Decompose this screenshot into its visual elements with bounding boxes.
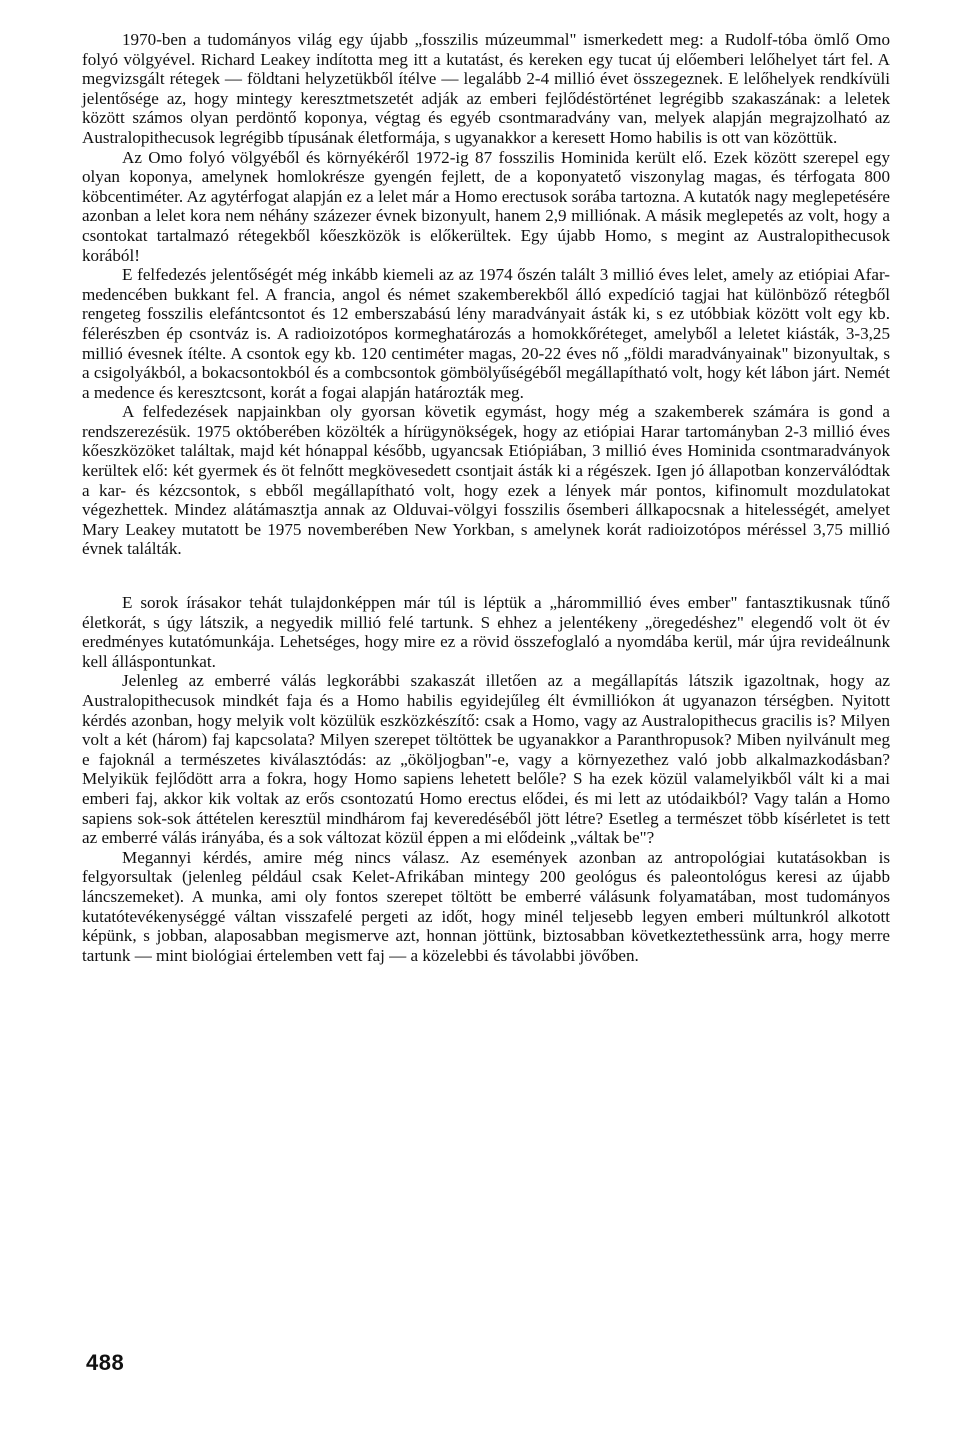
page-number: 488 (86, 1350, 125, 1375)
paragraph-omo-fossils: Az Omo folyó völgyéből és környékéről 1972-ig 87 fosszilis Hominida került elő. Ezek között szerepel egy olyan koponya, amelynek homlokrésze gyengén fejlett, de a koponyatető viszonylag magas, és térfogata 800 köbcentiméter. Az agytérfogat alapján ez a lelet már a Homo erectusok sorába tartozna. A kutatók nagy meglepetésére azonban a lelet kora nem néhány százezer évnek bizonyult, hanem 2,9 milliónak. A másik meglepetés az volt, hogy a csontokat tartalmazó rétegekből kőeszközök is előkerültek. Egy újabb Homo, s megint az Australopithecusok korából! (82, 147, 890, 265)
paragraph-afar-find: E felfedezés jelentőségét még inkább kiemeli az az 1974 őszén talált 3 millió éves lelet, amely az etiópiai Afar-medencében bukkant fel. A francia, angol és német szakemberekből álló expedíció tagjai hat különböző rétegből rengeteg fosszilis elefántcsontot és 12 emberszabású lény maradványait ásták ki, s ez utóbbiak között volt egy kb. félerészben ép csontváz is. A radioizotópos kormeghatározás a homokkőréteget, amelyből a leletet kiásták, 3-3,25 millió évesnek ítélte. A csontok egy kb. 120 centiméter magas, 20-22 éves nő „földi maradványainak" bizonyultak, s a csigolyákból, a bokacsontokból és a combcsontok gömbölyűségéből megállapítható volt, hogy két lábon járt. Nemét a medence és keresztcsont, korát a fogai alapján határozták meg. (82, 265, 890, 402)
paragraph-recent-discoveries: A felfedezések napjainkban oly gyorsan követik egymást, hogy még a szakemberek számára is gond a rendszerezésük. 1975 októberében közölték a hírügynökségek, hogy az etiópiai Harar tartományban 2-3 millió éves kőeszközöket találtak, majd két hónappal később, ugyancsak Etiópiában, 3 millió éves Hominida csontmaradványok kerültek elő: két gyermek és öt felnőtt megkövesedett csontjait ásták ki a régészek. Igen jó állapotban konzerválódtak a kar- és kézcsontok, s ebből megállapítható volt, hogy ezek a lények már pontos, kifinomult mozdulatokat végezhettek. Mindez alátámasztja annak az Olduvai-völgyi fosszilis ősemberi állkapocsnak a hitelességét, amelyet Mary Leakey mutatott be 1975 novemberében New Yorkban, s amelynek korát radioizotópos méréssel 3,75 millió évnek találták. (82, 402, 890, 559)
paragraph-three-million-years: E sorok írásakor tehát tulajdonképpen már túl is léptük a „hárommillió éves ember" fantasztikusnak tűnő életkorát, s úgy látszik, a negyedik millió felé tartunk. S ehhez a jelentékeny „öregedéshez" elegendő volt öt év eredményes kutatómunkája. Lehetséges, hogy mire ez a rövid összefoglaló a nyomdába kerül, már újra revideálnunk kell álláspontunkat. (82, 593, 890, 671)
paragraph-conclusion: Megannyi kérdés, amire még nincs válasz. Az események azonban az antropológiai kutatásokban is felgyorsultak (jelenleg például csak Kelet-Afrikában mintegy 200 geológus és paleontológus keresi az újabb láncszemeket). A munka, ami oly fontos szerepet töltött be emberré válásunk folyamatában, most tudományos kutatótevékenységgé váltan visszafelé pergeti az időt, hogy minél teljesebb legyen emberi múltunkról alkotott képünk, s jobban, alaposabban megismerve azt, honnan jöttünk, biztosabban következtethessünk arra, hogy merre tartunk — mint biológiai értelemben vett faj — a közelebbi és távolabbi jövőben. (82, 847, 890, 965)
section-gap (82, 559, 890, 593)
paragraph-omo-valley: 1970-ben a tudományos világ egy újabb „fosszilis múzeummal" ismerkedett meg: a Rudolf-tóba ömlő Omo folyó völgyével. Richard Leakey indította meg itt a kutatást, és kereken egy tucat új előemberi lelőhelyet tárt fel. A megvizsgált rétegek — földtani helyzetükből ítélve — legalább 2-4 millió évet összegeznek. E lelőhelyek rendkívüli jelentősége az, hogy mintegy keresztmetszetét adják az emberi fejlődéstörténet legrégibb szakaszának: a leletek között számos olyan perdöntő koponya, végtag és egyéb csontmaradvány van, melyek alapján megrajzolható az Australopithecusok legrégibb típusának életformája, s ugyanakkor a keresett Homo habilis is ott van közöttük. (82, 30, 890, 147)
paragraph-open-questions: Jelenleg az emberré válás legkorábbi szakaszát illetően az a megállapítás látszik igazoltnak, hogy az Australopithecusok mindkét faja és a Homo habilis egyidejűleg élt évmilliókon át ugyanazon térségben. Nyitott kérdés azonban, hogy melyik volt közülük eszközkészítő: csak a Homo, vagy az Australopithecus gracilis is? Milyen volt a két (három) faj kapcsolata? Milyen szerepet töltöttek be ugyanakkor a Paranthropusok? Miben nyilvánult meg e fajoknál a természetes kiválasztódás: az „ököljogban"-e, vagy a környezethez való jobb alkalmazkodásban? Melyikük fejlődött arra a fokra, hogy Homo sapiens lehetett belőle? S ha ezek közül valamelyikből vált ki a mai emberi faj, akkor kik voltak az erős csontozatú Homo erectus elődei, és mi lett az utódaikból? Vagy talán a Homo sapiens sok-sok áttételen keresztül mindhárom faj keveredéséből jött létre? Esetleg a természet több kísérletet is tett az emberré válás irányába, és a sok változat közül éppen a mi elődeink „váltak be"? (82, 671, 890, 848)
page-body (82, 30, 890, 965)
